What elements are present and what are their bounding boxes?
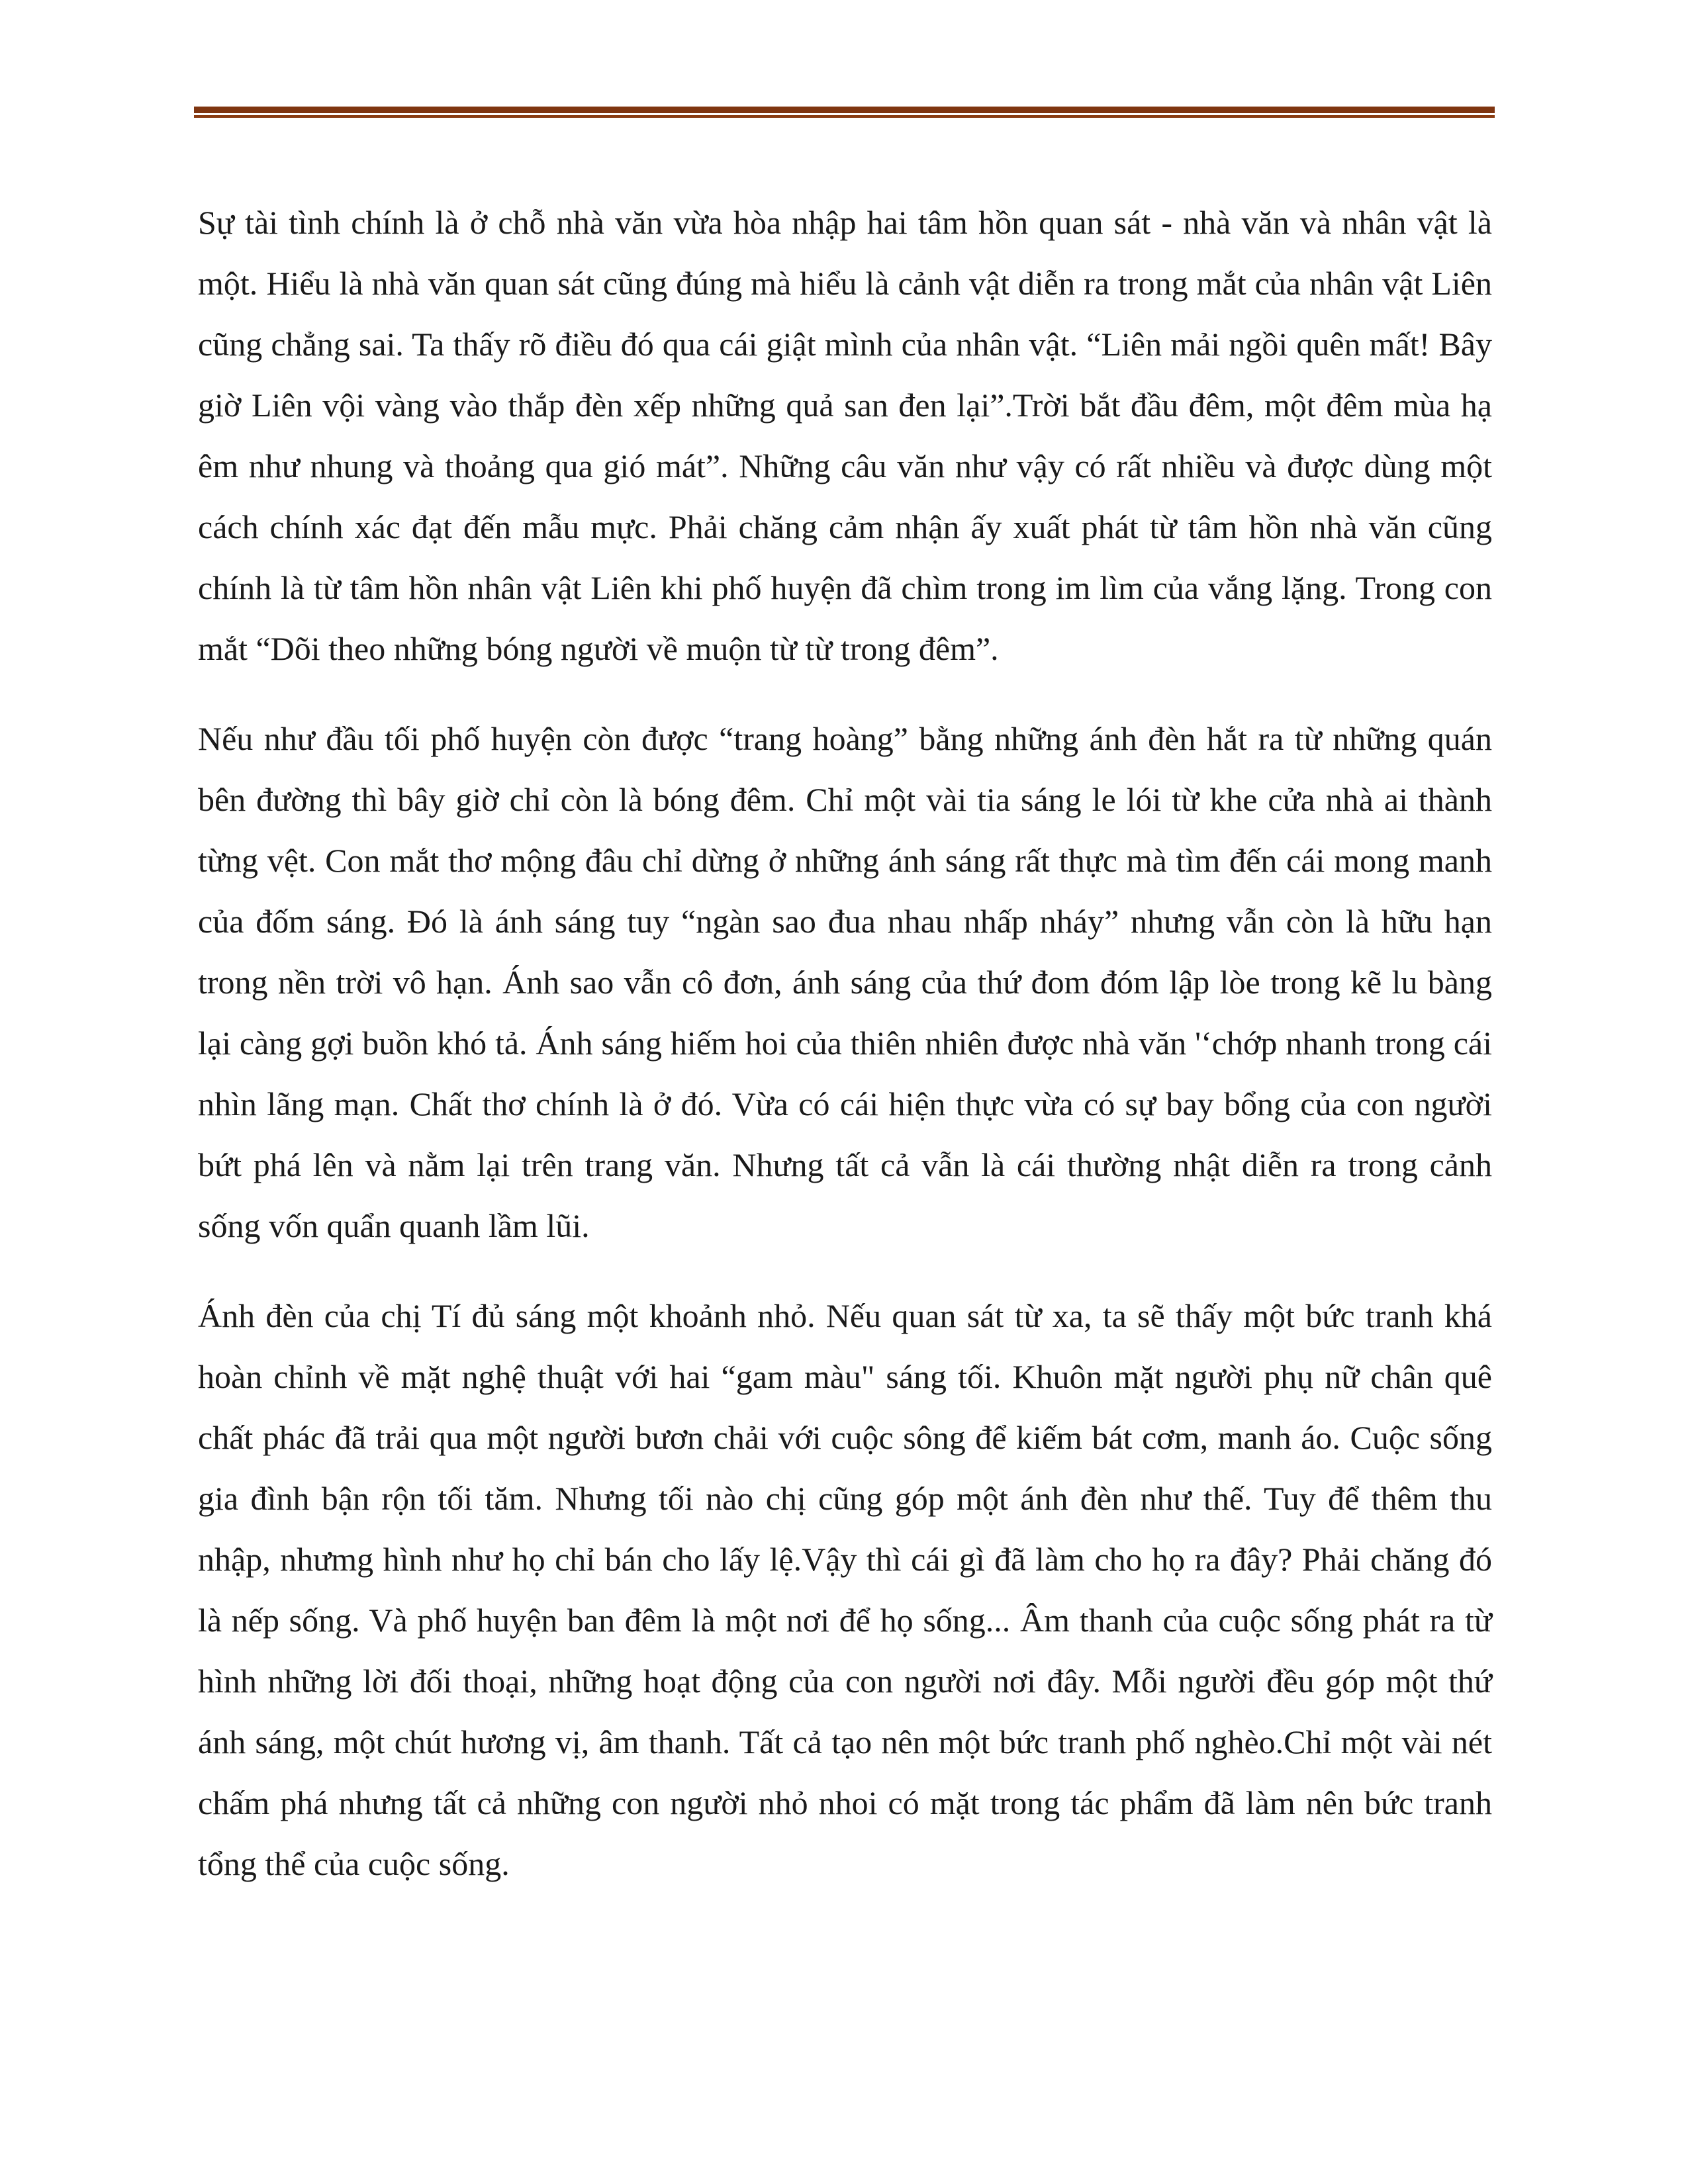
- header-rule-thin-line: [194, 115, 1495, 118]
- paragraph-2: Nếu như đầu tối phố huyện còn được “trang hoàng” bằng những ánh đèn hắt ra từ những quán bên đường thì bây giờ chỉ còn là bóng đêm. Chỉ một vài tia sáng le lói từ khe cửa nhà ai thành từng vệt. Con mắt thơ mộng đâu chỉ dừng ở những ánh sáng rất thực mà tìm đến cái mong manh của đốm sáng. Đó là ánh sáng tuy “ngàn sao đua nhau nhấp nháy” nhưng vẫn còn là hữu hạn trong nền trời vô hạn. Ánh sao vẫn cô đơn, ánh sáng của thứ đom đóm lập lòe trong kẽ lu bàng lại càng gợi buồn khó tả. Ánh sáng hiếm hoi của thiên nhiên được nhà văn '‘chớp nhanh trong cái nhìn lãng mạn. Chất thơ chính là ở đó. Vừa có cái hiện thực vừa có sự bay bổng của con người bứt phá lên và nằm lại trên trang văn. Nhưng tất cả vẫn là cái thường nhật diễn ra trong cảnh sống vốn quẩn quanh lầm lũi.: [198, 720, 1492, 1244]
- document-body: [198, 192, 1492, 1923]
- header-rule: [194, 107, 1495, 118]
- header-rule-thick-line: [194, 107, 1495, 113]
- paragraph-3: Ánh đèn của chị Tí đủ sáng một khoảnh nhỏ. Nếu quan sát từ xa, ta sẽ thấy một bức tranh khá hoàn chỉnh về mặt nghệ thuật với hai “gam màu" sáng tối. Khuôn mặt người phụ nữ chân quê chất phác đã trải qua một người bươn chải với cuộc sông để kiếm bát cơm, manh áo. Cuộc sống gia đình bận rộn tối tăm. Nhưng tối nào chị cũng góp một ánh đèn như thế. Tuy để thêm thu nhập, nhưmg hình như họ chỉ bán cho lấy lệ.Vậy thì cái gì đã làm cho họ ra đây? Phải chăng đó là nếp sống. Và phố huyện ban đêm là một nơi để họ sống... Âm thanh của cuộc sống phát ra từ hình những lời đối thoại, những hoạt động của con người nơi đây. Mỗi người đều góp một thứ ánh sáng, một chút hương vị, âm thanh. Tất cả tạo nên một bức tranh phố nghèo.Chỉ một vài nét chấm phá nhưng tất cả những con người nhỏ nhoi có mặt trong tác phẩm đã làm nên bức tranh tổng thể của cuộc sống.: [198, 1297, 1492, 1882]
- paragraph-1: Sự tài tình chính là ở chỗ nhà văn vừa hòa nhập hai tâm hồn quan sát - nhà văn và nhân vật là một. Hiểu là nhà văn quan sát cũng đúng mà hiểu là cảnh vật diễn ra trong mắt của nhân vật Liên cũng chẳng sai. Ta thấy rõ điều đó qua cái giật mình của nhân vật. “Liên mải ngồi quên mất! Bây giờ Liên vội vàng vào thắp đèn xếp những quả san đen lại”.Trời bắt đầu đêm, một đêm mùa hạ êm như nhung và thoảng qua gió mát”. Những câu văn như vậy có rất nhiều và được dùng một cách chính xác đạt đến mẫu mực. Phải chăng cảm nhận ấy xuất phát từ tâm hồn nhà văn cũng chính là từ tâm hồn nhân vật Liên khi phố huyện đã chìm trong im lìm của vắng lặng. Trong con mắt “Dõi theo những bóng người về muộn từ từ trong đêm”.: [198, 204, 1492, 667]
